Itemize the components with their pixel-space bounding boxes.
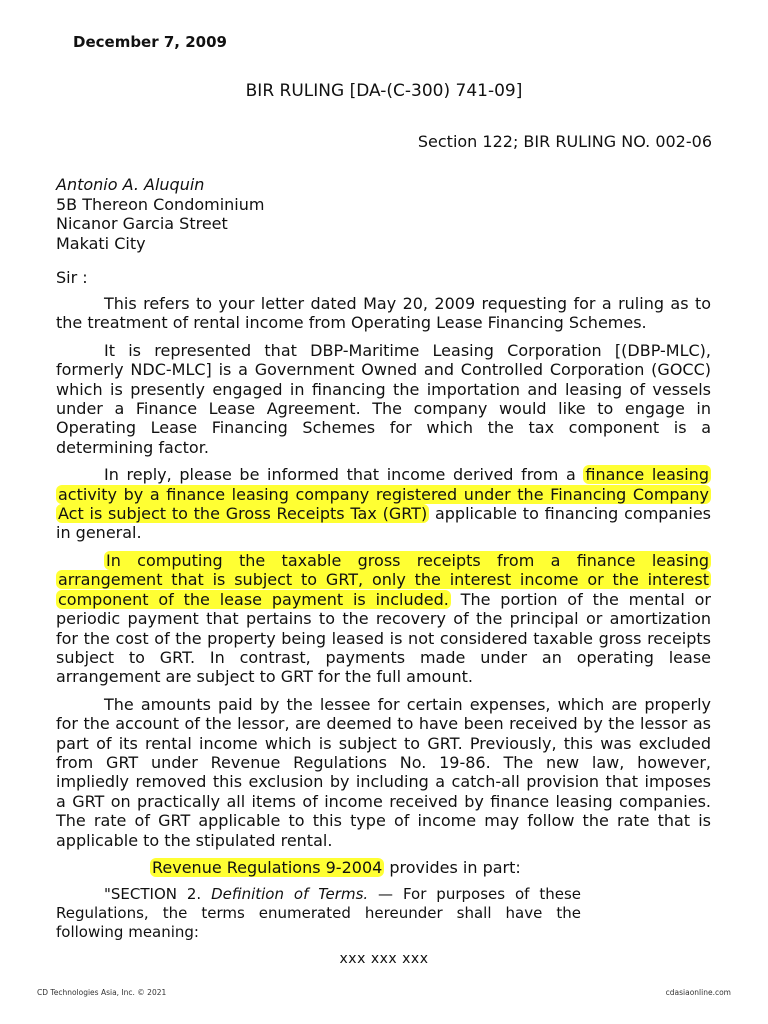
paragraph: This refers to your letter dated May 20, 2009 requesting for a ruling as to the treatment of rental income from Operating Lease Financing Schemes. [56,294,711,333]
footer-copyright: CD Technologies Asia, Inc. © 2021 [37,988,167,997]
footer-website: cdasiaonline.com [665,988,731,997]
addressee-line: 5B Thereon Condominium [56,194,265,214]
omission-marker: xxx xxx xxx [339,951,429,967]
addressee-block [56,175,264,253]
quoted-section [56,885,581,942]
quote-lead: "SECTION 2. [104,885,212,904]
paragraph [56,465,711,543]
paragraph [56,858,711,877]
ruling-title: BIR RULING [DA-(C-300) 741-09] [245,81,523,101]
paragraph-text: The portion of the mental or periodic payment that pertains to the recovery of the principal or amortization for the cost of the property being leased is not considered taxable gross receipts subject to GRT. In contrast, payments made under an operating lease arrangement are subject to GRT for the full amount. [56,589,711,687]
paragraph: The amounts paid by the lessee for certain expenses, which are properly for the account of the lessor, are deemed to have been received by the lessor as part of its rental income which is subject to GRT. Previously, this was excluded from GRT under Revenue Regulations No. 19-86. The new law, however, impliedly removed this exclusion by including a catch-all provision that imposes a GRT on practically all items of income received by finance leasing companies. The rate of GRT applicable to this type of income may follow the rate that is applicable to the stipulated rental. [56,694,711,850]
salutation: Sir : [56,268,88,287]
section-reference: Section 122; BIR RULING NO. 002-06 [417,132,712,151]
highlighted-text: In computing the taxable gross receipts from a finance leasing arrangement that is subject to GRT, only the interest income or the interest component of the lease payment is included. [58,550,709,609]
ruling-date: December 7, 2009 [73,33,227,51]
quote-term: Definition of Terms. [211,885,369,904]
addressee-name: Antonio A. Aluquin [56,175,205,194]
letter-body [56,294,711,950]
paragraph-text: provides in part: [384,857,521,877]
highlighted-text: finance leasing activity by a finance leasing company registered under the Financing Company Act is subject to the Gross Receipts Tax (GRT) [58,465,710,524]
quote-text: — For purposes of these Regulations, the terms enumerated hereunder shall have the following meaning: [56,885,581,942]
paragraph: It is represented that DBP-Maritime Leasing Corporation [(DBP-MLC), formerly NDC-MLC] is a Government Owned and Controlled Corporation (GOCC) which is presently engaged in financing the importation and leasing of vessels under a Finance Lease Agreement. The company would like to engage in Operating Lease Financing Schemes for which the tax component is a determining factor. [56,340,711,457]
paragraph-text: applicable to financing companies in general. [56,504,712,543]
highlighted-text: Revenue Regulations 9-2004 [152,857,383,877]
addressee-line: Makati City [56,233,146,253]
addressee-line: Nicanor Garcia Street [56,214,228,233]
paragraph [56,551,711,687]
paragraph-text: In reply, please be informed that income derived from a [104,465,584,485]
